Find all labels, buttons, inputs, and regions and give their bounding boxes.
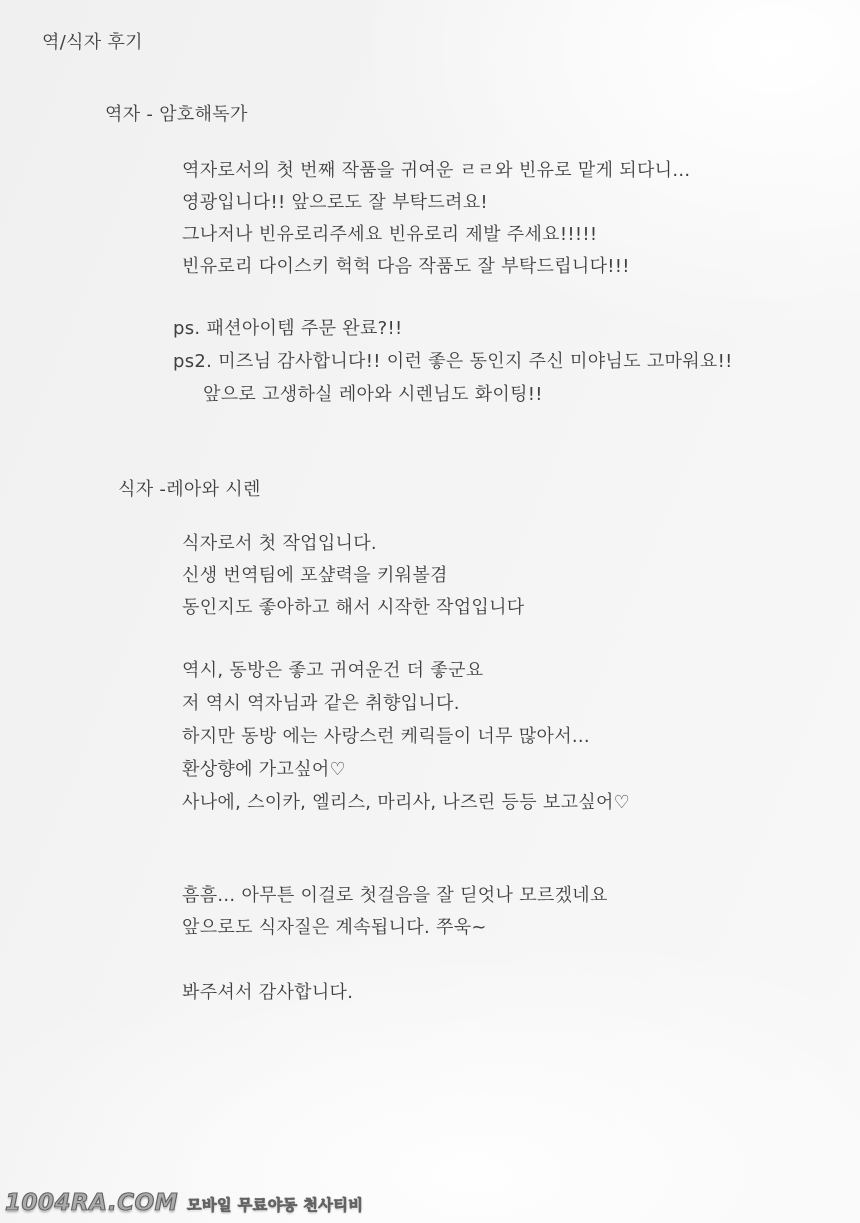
text-line: 앞으로 고생하실 레아와 시렌님도 화이팅!! [203, 384, 543, 405]
text-line: 역시, 동방은 좋고 귀여운건 더 좋군요 [182, 660, 484, 681]
text-line: 동인지도 좋아하고 해서 시작한 작업입니다 [182, 597, 525, 618]
text-line: 저 역시 역자님과 같은 취향입니다. [182, 693, 460, 714]
text-line: ps2. 미즈님 감사합니다!! 이런 좋은 동인지 주신 미야님도 고마워요!! [173, 351, 733, 372]
text-line: 하지만 동방 에는 사랑스런 케릭들이 너무 많아서... [182, 726, 590, 747]
typesetter-heading: 식자 -레아와 시렌 [118, 479, 261, 500]
text-line: 역자로서의 첫 번째 작품을 귀여운 ㄹㄹ와 빈유로 맡게 되다니... [182, 160, 691, 181]
typesetter-outro-paragraph [182, 880, 608, 944]
page-title: 역/식자 후기 [42, 32, 143, 53]
text-line: 사나에, 스이카, 엘리스, 마리사, 나즈린 등등 보고싶어♡ [182, 792, 631, 813]
text-line: ps. 패션아이템 주문 완료?!! [173, 318, 403, 339]
text-line: 그나저나 빈유로리주세요 빈유로리 제발 주세요!!!!! [182, 224, 598, 245]
text-line: 식자로서 첫 작업입니다. [182, 533, 377, 554]
text-line: 앞으로도 식자질은 계속됩니다. 쭈욱~ [182, 917, 487, 938]
watermark-site-text: 1004RA.COM [5, 1190, 179, 1216]
text-line: 영광입니다!! 앞으로도 잘 부탁드려요! [182, 192, 488, 213]
translator-intro-paragraph [182, 155, 690, 283]
text-line: 환상향에 가고싶어♡ [182, 759, 346, 780]
text-line: 빈유로리 다이스키 헉헉 다음 작품도 잘 부탁드립니다!!! [182, 256, 630, 277]
translator-postscript [173, 312, 733, 411]
translator-heading: 역자 - 암호해독가 [105, 104, 248, 125]
watermark [5, 1190, 363, 1216]
typesetter-middle-paragraph [182, 654, 630, 819]
typesetter-closing: 봐주셔서 감사합니다. [182, 982, 354, 1003]
text-line: 신생 번역팀에 포샾력을 키워볼겸 [182, 565, 448, 586]
watermark-tagline-text: 모바일 무료야동 천사티비 [187, 1196, 364, 1214]
text-line: 흠흠... 아무튼 이걸로 첫걸음을 잘 딛엇나 모르겠네요 [182, 885, 608, 906]
typesetter-intro-paragraph [182, 528, 524, 624]
